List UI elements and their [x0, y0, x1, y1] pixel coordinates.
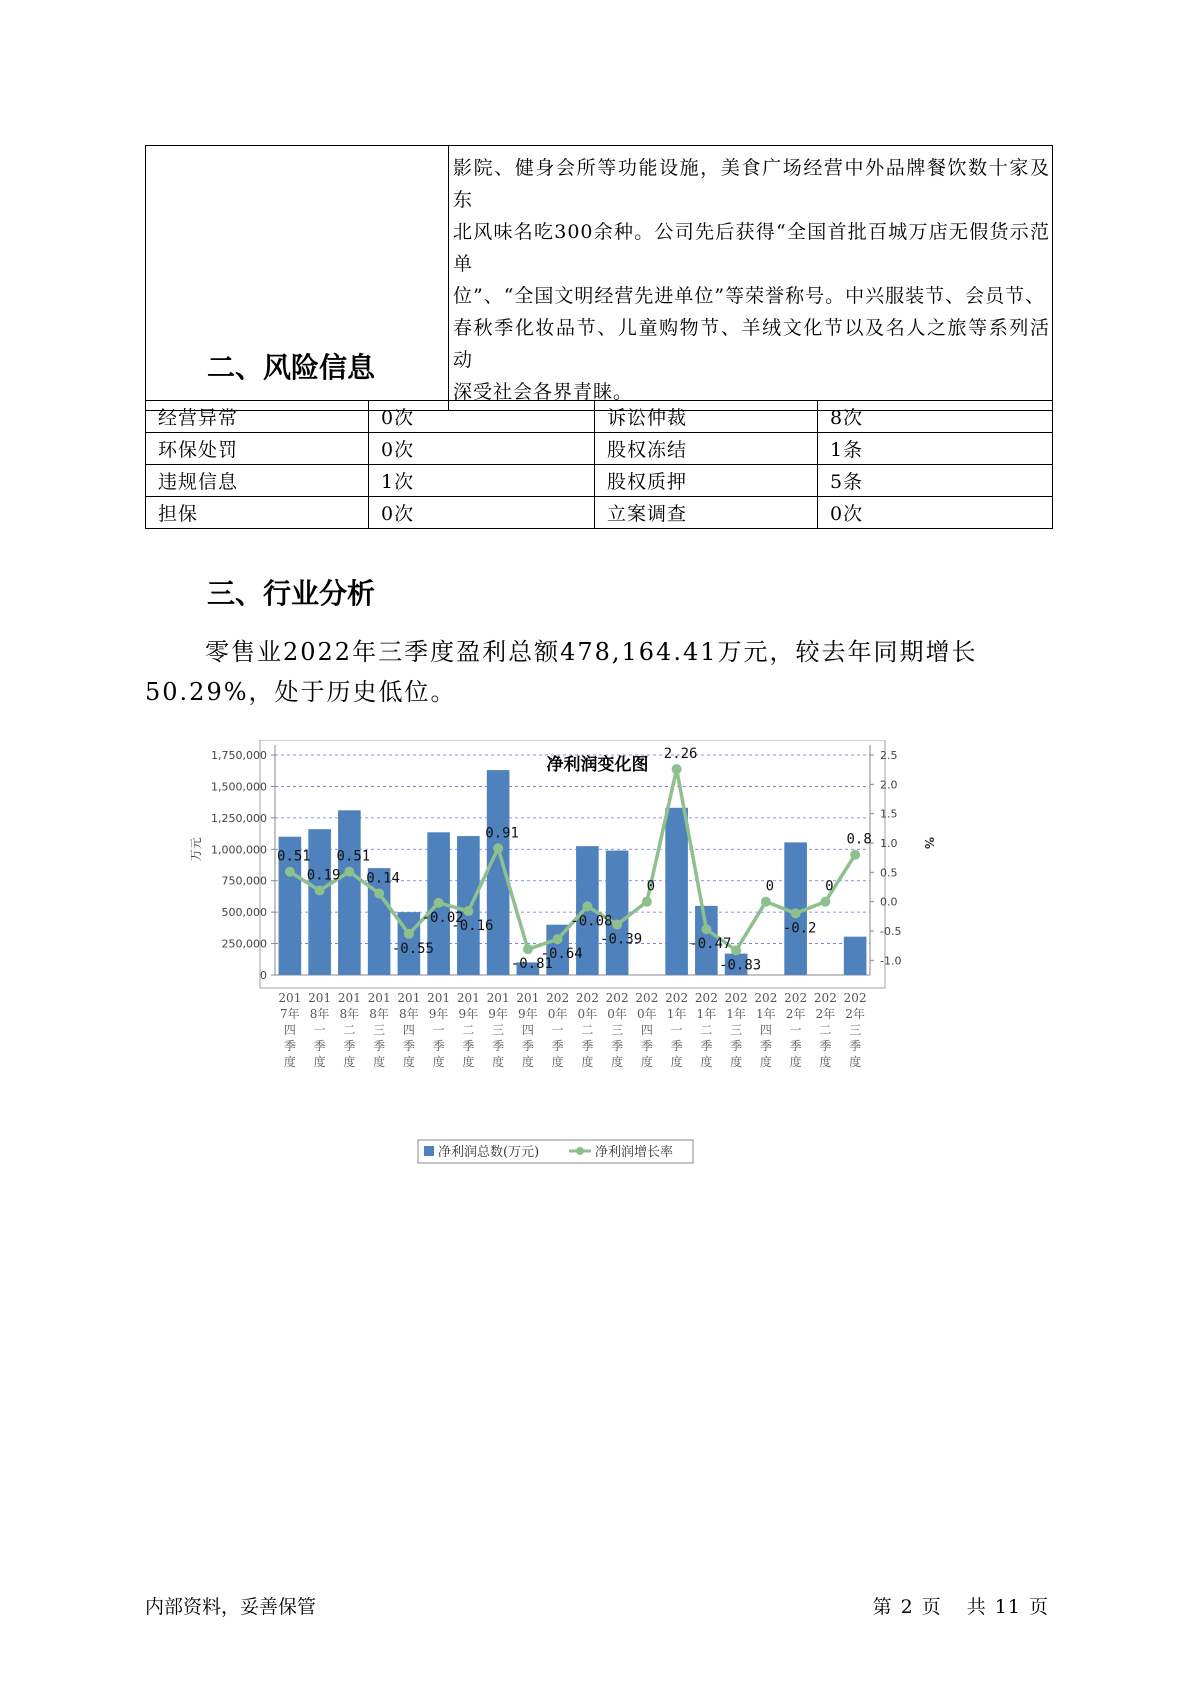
y2-tick-label: 1.5: [880, 807, 898, 821]
growth-point: [434, 898, 444, 908]
risk-heading: 二、风险信息: [207, 351, 376, 384]
growth-data-label: -0.08: [570, 913, 613, 930]
y2-tick-label: 2.0: [880, 778, 898, 792]
intro-text-cell: [449, 146, 1053, 411]
growth-data-label: 0: [646, 878, 656, 895]
x-tick-label: 202 0年四季度: [635, 991, 659, 1069]
risk-value: 8次: [818, 401, 1053, 433]
risk-label: 违规信息: [146, 465, 369, 497]
chart-title: 净利润变化图: [546, 755, 649, 775]
page-suffix: 页: [921, 1596, 942, 1618]
growth-point: [493, 843, 503, 853]
y2-tick-label: -1.0: [880, 954, 902, 968]
growth-point: [523, 944, 533, 954]
growth-point: [761, 897, 771, 907]
footer-confidential-note: 内部资料，妥善保管: [145, 1596, 317, 1618]
risk-value: 1条: [818, 433, 1053, 465]
risk-label: 诉讼仲裁: [595, 401, 818, 433]
x-tick-label: 202 2年三季度: [843, 991, 867, 1069]
footer-page-info: [869, 1592, 1053, 1619]
growth-point: [582, 901, 592, 911]
legend-bar-label: 净利润总数(万元): [438, 1145, 540, 1160]
y2-tick-label: 2.5: [880, 749, 898, 762]
net-profit-chart: [180, 740, 1015, 1210]
growth-data-label: 0.51: [277, 848, 311, 865]
risk-value: 0次: [818, 497, 1053, 529]
y2-axis-label: %: [922, 836, 936, 850]
total-suffix: 页: [1028, 1596, 1049, 1618]
growth-data-label: 0: [765, 878, 775, 895]
y2-tick-label: 0.0: [880, 895, 898, 909]
x-tick-label: 201 7年四季度: [278, 991, 302, 1069]
x-tick-label: 202 2年二季度: [813, 991, 837, 1069]
legend-line-marker: [576, 1147, 584, 1155]
growth-data-label: -0.02: [421, 909, 464, 926]
x-tick-label: 202 1年四季度: [754, 991, 778, 1069]
growth-point: [791, 908, 801, 918]
x-tick-label: 201 9年四季度: [516, 991, 540, 1069]
growth-data-label: -0.81: [510, 956, 553, 973]
x-tick-label: 202 0年一季度: [546, 991, 570, 1069]
risk-label: 股权质押: [595, 465, 818, 497]
growth-data-label: -0.47: [689, 936, 732, 953]
bar: [844, 937, 867, 975]
y2-tick-label: 1.0: [880, 837, 898, 850]
x-tick-label: 201 9年一季度: [427, 991, 451, 1069]
legend-line-label: 净利润增长率: [595, 1145, 674, 1160]
bar: [665, 808, 688, 975]
risk-label: 股权冻结: [595, 433, 818, 465]
risk-value: 0次: [369, 497, 595, 529]
risk-value: 0次: [369, 433, 595, 465]
risk-label: 担保: [146, 497, 369, 529]
growth-data-label: -0.83: [719, 957, 762, 974]
total-prefix: 共: [966, 1596, 987, 1618]
x-tick-label: 201 8年二季度: [337, 991, 361, 1069]
table-row: [146, 433, 1053, 465]
growth-point: [463, 906, 473, 916]
legend-bar-swatch: [424, 1146, 434, 1156]
intro-line: 春秋季化妆品节、儿童购物节、羊绒文化节以及名人之旅等系列活动: [453, 317, 1050, 371]
y-tick-label: 1,500,000: [211, 780, 267, 794]
x-tick-label: 202 0年三季度: [605, 991, 629, 1069]
growth-point: [315, 886, 325, 896]
page-number: 2: [900, 1596, 914, 1618]
growth-point: [374, 888, 384, 898]
growth-data-label: 0.8: [846, 831, 872, 848]
growth-data-label: -0.64: [540, 946, 583, 963]
growth-point: [553, 934, 563, 944]
x-tick-label: 201 9年二季度: [456, 991, 480, 1069]
risk-label: 环保处罚: [146, 433, 369, 465]
growth-data-label: 0.14: [366, 870, 400, 887]
y-tick-label: 250,000: [221, 937, 267, 951]
growth-data-label: 0.19: [306, 867, 341, 884]
bar: [338, 810, 361, 975]
total-pages: 11: [994, 1596, 1021, 1618]
industry-paragraph: 零售业2022年三季度盈利总额478,164.41万元，较去年同期增长50.29%，处于历史低位。: [145, 638, 978, 706]
growth-point: [285, 867, 295, 877]
x-tick-label: 201 8年三季度: [367, 991, 391, 1069]
y-tick-label: 1,000,000: [211, 843, 267, 857]
growth-point: [731, 945, 741, 955]
x-tick-label: 202 1年二季度: [694, 991, 718, 1069]
x-tick-label: 202 0年二季度: [575, 991, 599, 1069]
industry-heading: 三、行业分析: [207, 577, 376, 610]
table-row: [146, 497, 1053, 529]
y-axis-label: 万元: [189, 837, 203, 862]
y-tick-label: 1,250,000: [211, 811, 267, 825]
growth-point: [850, 850, 860, 860]
growth-data-label: 2.26: [663, 746, 698, 763]
growth-point: [612, 920, 622, 930]
risk-value: 5条: [818, 465, 1053, 497]
growth-point: [642, 897, 652, 907]
x-tick-label: 202 1年三季度: [724, 991, 748, 1069]
intro-line: 影院、健身会所等功能设施，美食广场经营中外品牌餐饮数十家及东: [453, 157, 1050, 211]
y2-tick-label: 0.5: [880, 866, 898, 880]
y-tick-label: 500,000: [221, 906, 267, 920]
bar: [457, 836, 480, 975]
intro-line: 深受社会各界青睐。: [453, 381, 634, 403]
x-tick-label: 201 8年一季度: [308, 991, 332, 1069]
x-tick-label: 201 8年四季度: [397, 991, 421, 1069]
growth-data-label: -0.39: [600, 931, 643, 948]
table-row: [146, 401, 1053, 433]
growth-point: [404, 929, 414, 939]
growth-data-label: -0.16: [451, 918, 494, 935]
growth-data-label: -0.55: [391, 940, 434, 957]
y2-tick-label: -0.5: [880, 925, 902, 938]
table-row: [146, 465, 1053, 497]
x-tick-label: 202 1年一季度: [665, 991, 689, 1069]
growth-point: [344, 867, 354, 877]
risk-label: 立案调查: [595, 497, 818, 529]
x-tick-label: 201 9年三季度: [486, 991, 510, 1069]
growth-data-label: -0.2: [782, 920, 817, 937]
risk-label: 经营异常: [146, 401, 369, 433]
y-tick-label: 1,750,000: [211, 749, 267, 762]
chart-canvas: [180, 740, 1015, 1210]
growth-point: [701, 924, 711, 934]
intro-line: 北风味名吃300余种。公司先后获得“全国首批百城万店无假货示范单: [453, 221, 1050, 275]
growth-point: [820, 897, 830, 907]
bar: [308, 829, 331, 975]
y-tick-label: 750,000: [221, 874, 267, 888]
intro-line: 位”、“全国文明经营先进单位”等荣誉称号。中兴服装节、会员节、: [453, 285, 1046, 307]
risk-value: 0次: [369, 401, 595, 433]
growth-data-label: 0.51: [336, 848, 371, 865]
growth-data-label: 0.91: [485, 825, 519, 842]
y-tick-label: 0: [260, 969, 267, 982]
risk-value: 1次: [369, 465, 595, 497]
page-prefix: 第: [872, 1596, 893, 1618]
risk-info-table: [145, 400, 1053, 529]
growth-data-label: 0: [825, 878, 834, 895]
x-tick-label: 202 2年一季度: [784, 991, 808, 1069]
